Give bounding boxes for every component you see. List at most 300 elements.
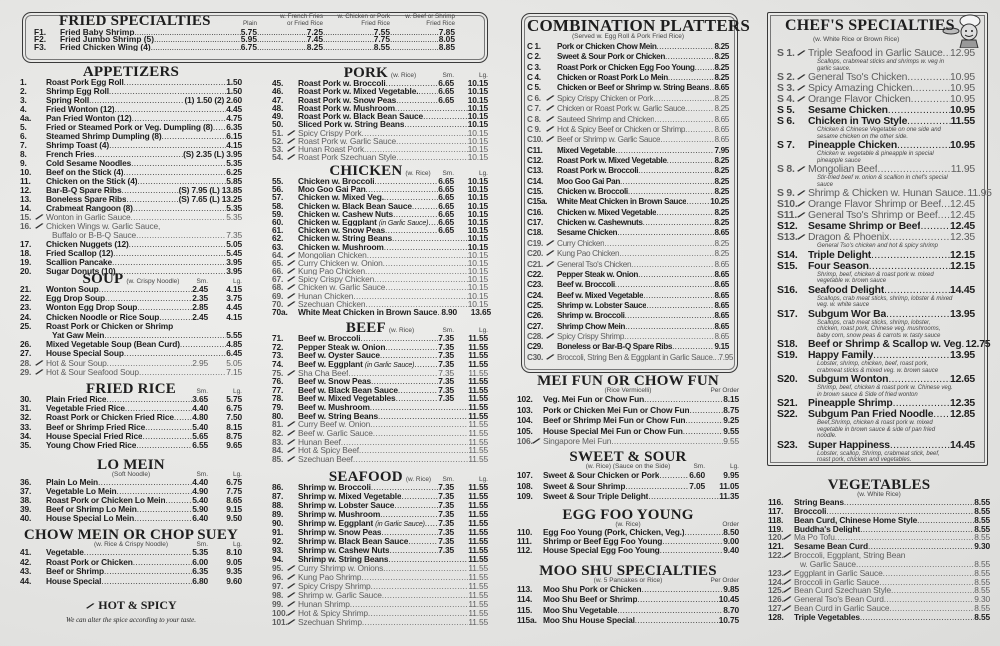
item-price: 11.55	[468, 554, 488, 564]
item-number: S10.	[777, 199, 798, 210]
item-number: 70a.	[272, 307, 288, 317]
section-title: SEAFOOD	[328, 469, 403, 485]
item-price: 11.95	[967, 188, 992, 199]
item-name: Shrimp w. Mushroom	[298, 510, 381, 519]
item-price: 11.55	[468, 384, 488, 395]
section-header	[20, 383, 242, 395]
dot-leader	[884, 285, 950, 296]
hot-pepper-icon	[286, 153, 296, 160]
menu-item	[777, 374, 975, 385]
dot-leader	[359, 446, 468, 455]
item-price: 5.45	[226, 248, 242, 258]
item-name: Moo Shu House Special	[543, 614, 635, 625]
item-name: Spicy Crispy Chicken or Pork	[557, 93, 654, 103]
item-name: Fried Wonton (12)	[46, 105, 115, 114]
item-price: 7.55	[373, 29, 390, 37]
column-small-label: Sm.	[196, 388, 208, 395]
item-number: C26.	[527, 311, 543, 321]
item-name: Shrimp w. Lobster Sauce	[298, 501, 395, 510]
dot-leader	[889, 232, 950, 243]
item-number: 38.	[20, 495, 32, 506]
item-number: 88.	[272, 500, 284, 510]
dot-leader	[631, 260, 714, 270]
hot-pepper-icon	[286, 369, 296, 376]
menu-item	[777, 350, 975, 361]
item-price: 9.30	[974, 541, 990, 552]
item-price: 7.75	[373, 36, 390, 44]
item-name: Roast Pork w. Broccoli	[557, 166, 639, 176]
item-name: Beef w. Mixed Vegetable	[557, 290, 644, 300]
item-number: 58.	[272, 200, 284, 211]
item-name: Wonton in Garlic Sauce	[46, 213, 131, 222]
item-name: Beef or Shrimp Mei Fun or Chow Fun	[543, 415, 686, 425]
vegetables-section	[768, 479, 990, 622]
item-number: 70.	[272, 298, 284, 309]
item-price: 8.25	[714, 187, 729, 197]
item-number: 20.	[20, 266, 32, 276]
menu-item	[20, 505, 242, 514]
item-number: 41.	[20, 547, 32, 557]
menu-item	[20, 359, 242, 368]
item-name: Seafood Delight	[808, 284, 885, 296]
hot-pepper-icon	[34, 222, 44, 229]
hot-pepper-icon	[286, 564, 296, 571]
menu-item	[777, 221, 975, 232]
item-price: 9.60	[226, 575, 242, 586]
item-price-small: 4.80	[192, 412, 208, 423]
menu-item	[272, 112, 488, 120]
item-number: 69.	[272, 290, 284, 301]
menu-item	[527, 73, 729, 83]
item-number: 26.	[20, 339, 32, 350]
item-name: Chicken w. Mixed Vegetable	[557, 207, 657, 217]
item-name: Roast Pork or Chicken Fried Rice	[46, 413, 174, 423]
item-price: 8.05	[438, 36, 455, 44]
item-name: Sweet & Sour Triple Delight	[543, 491, 649, 501]
hot-pepper-icon	[545, 125, 555, 132]
item-price: 13.65	[470, 307, 492, 317]
item-number: 5.	[20, 122, 27, 132]
item-number: 64.	[272, 249, 284, 260]
dot-leader	[620, 177, 714, 187]
menu-item	[272, 369, 488, 378]
item-price: 8.65	[714, 311, 729, 321]
item-price: 11.55	[468, 563, 488, 573]
hot-pepper-icon	[286, 420, 296, 427]
item-number: 65.	[272, 257, 284, 268]
dot-leader	[162, 132, 227, 141]
dot-leader	[104, 331, 226, 340]
hot-pepper-icon	[782, 569, 792, 576]
menu-item	[34, 41, 458, 52]
item-name: Spicy Crispy Shrimp	[298, 582, 371, 591]
menu-item	[272, 438, 488, 447]
item-number: 42.	[20, 556, 32, 567]
dot-leader	[353, 292, 467, 300]
menu-item	[768, 525, 990, 534]
menu-item	[517, 491, 739, 502]
menu-item	[777, 250, 975, 261]
section-title: BEEF	[345, 320, 386, 336]
item-name: Chicken on the Stick (4)	[46, 177, 138, 186]
menu-item	[527, 239, 729, 249]
item-name: Sauteed Shrimp and Chicken	[557, 114, 655, 124]
item-price: 8.25	[714, 166, 729, 176]
dot-leader	[604, 239, 714, 249]
item-price: (S) 7.95 (L) 13.85	[178, 185, 242, 195]
hot-pepper-icon	[545, 249, 555, 256]
section-title: MOO SHU SPECIALTIES	[539, 563, 717, 579]
item-price: 10.15	[467, 241, 488, 252]
item-number: 15.	[20, 212, 32, 222]
dot-leader	[180, 340, 226, 349]
dot-leader	[425, 519, 439, 528]
dot-leader	[653, 94, 714, 104]
item-number: 84.	[272, 445, 284, 456]
menu-item	[527, 260, 729, 270]
menu-item	[527, 104, 729, 114]
hot-pepper-icon	[545, 135, 555, 142]
item-description: Shrimp, beef, chicken & roast pork w. Chinese veg. in brown sauce & Side of fried wonton	[817, 385, 953, 398]
menu-item	[20, 294, 242, 303]
item-number: 13.	[20, 194, 32, 204]
item-price-small: 6.65	[438, 86, 454, 97]
item-name: Broccoli, String Ben & Eggplant in Garlic Sauce.	[557, 352, 715, 362]
dot-leader	[364, 145, 468, 153]
section-header	[20, 66, 242, 78]
item-price: 8.85	[438, 43, 455, 52]
item-name: Chicken or Beef or Shrimp w. String Beans	[557, 83, 710, 93]
item-price: (S) 7.65 (L) 13.25	[178, 194, 242, 204]
item-name: Hot & Spicy Beef	[298, 446, 359, 455]
dot-leader	[404, 120, 467, 128]
item-name: Pork or Chicken Chow Mein	[557, 42, 657, 51]
item-price-small: 7.35	[438, 333, 454, 343]
dot-leader	[137, 303, 192, 312]
item-price: 7.85	[438, 29, 455, 37]
fried-specialties-title: FRIED SPECIALTIES	[59, 13, 211, 29]
item-number: S 6.	[777, 116, 795, 127]
item-name: Chicken w. Cashewnuts	[557, 218, 643, 228]
hot-pepper-icon	[782, 551, 792, 558]
section-title: MEI FUN OR CHOW FUN	[537, 373, 719, 389]
item-price: 11.55	[468, 436, 488, 447]
dot-leader	[145, 423, 192, 432]
dot-leader	[394, 501, 438, 510]
item-price: 5.35	[226, 158, 242, 168]
item-price: 8.55	[974, 532, 990, 543]
item-name: Bean Curd in Garlic Sauce	[794, 604, 890, 613]
item-price: 8.25	[714, 93, 729, 103]
hot-pepper-icon	[796, 49, 806, 56]
dot-leader	[390, 29, 439, 36]
item-price: 11.55	[950, 116, 975, 127]
item-price-small: 6.65	[438, 200, 454, 211]
item-name: Beef w. String Beans	[298, 411, 378, 421]
item-name: Triple Vegetables	[794, 612, 860, 622]
item-number: C 2.	[527, 52, 541, 62]
item-name: Pineapple Shrimp	[808, 398, 893, 409]
item-price-small: 7.35	[438, 393, 454, 404]
item-number: 57.	[272, 192, 284, 203]
hot-pepper-icon	[796, 73, 806, 80]
item-price: 8.65	[714, 114, 729, 124]
item-price: 10.15	[467, 274, 488, 285]
item-name: Hunan Chicken	[298, 291, 354, 300]
item-price: 4.75	[226, 113, 242, 123]
menu-item	[20, 132, 242, 141]
menu-item	[272, 573, 488, 582]
menu-item	[527, 218, 729, 228]
column-small-label: Sm.	[693, 463, 705, 470]
item-name: Beef w. Garlic Sauce	[298, 429, 373, 438]
item-name: Beef w. Mixed Vegetables	[298, 394, 396, 404]
dot-leader	[624, 332, 714, 342]
dot-leader	[129, 240, 227, 249]
dot-leader	[125, 404, 192, 413]
menu-item	[777, 72, 975, 83]
item-price-small: 6.60	[689, 470, 705, 480]
dot-leader	[396, 153, 468, 161]
item-name: Eggplant in Garlic Sauce	[794, 568, 883, 578]
dot-leader	[907, 116, 950, 127]
item-price: (1) 1.50 (2) 2.60	[184, 95, 242, 105]
item-name: Sweet & Sour Chicken or Pork	[543, 470, 660, 480]
item-price: 8.70	[723, 604, 739, 615]
item-price-small: 4.40	[192, 477, 208, 487]
item-number: 115.	[517, 604, 533, 615]
menu-item	[527, 311, 729, 321]
hot-spicy-tagline: We can alter the spice according to your taste.	[66, 616, 196, 624]
item-price: 8.25	[714, 155, 729, 165]
dot-leader	[374, 275, 468, 283]
item-price-small: 6.40	[192, 513, 208, 524]
item-number: 4a.	[20, 113, 32, 123]
dot-leader	[408, 537, 438, 546]
item-number: 12.	[20, 185, 32, 195]
section-subtitle: (w. Rice)	[388, 327, 415, 334]
item-name: Mongolian Beef	[808, 164, 878, 175]
item-price: 11.55	[468, 482, 488, 492]
item-name: Shrimp w. Broccoli	[557, 311, 625, 321]
menu-item	[20, 577, 242, 587]
dot-leader	[897, 140, 950, 151]
item-price: 7.95	[718, 352, 734, 362]
item-price: 10.15	[467, 119, 488, 130]
section-header	[777, 17, 975, 48]
item-name: Egg Drop Soup	[46, 294, 105, 304]
item-number: 22.	[20, 293, 32, 304]
item-number: 30.	[20, 394, 32, 404]
menu-item	[517, 426, 739, 437]
dot-leader	[656, 208, 714, 218]
section-subtitle: (w. White Rice)	[857, 491, 901, 498]
column-labels	[710, 577, 739, 584]
item-price: 11.55	[468, 428, 488, 439]
hot-pepper-icon	[286, 283, 296, 290]
item-price: 12.35	[949, 232, 975, 243]
item-price: 9.55	[723, 436, 739, 446]
dot-leader	[154, 36, 241, 43]
item-price: 4.15	[226, 140, 242, 150]
section-subtitle: (w. 5 Pancakes or Rice)	[593, 577, 663, 584]
item-name: Hot & Spicy Shrimp	[298, 609, 368, 618]
item-name: Chicken or Roast Pork Lo Mein	[557, 73, 668, 83]
dot-leader	[370, 403, 469, 412]
item-number: 37.	[20, 486, 32, 497]
item-number: 51.	[272, 127, 284, 138]
menu-item	[768, 595, 990, 604]
item-price: 10.15	[467, 184, 488, 195]
menu-item	[527, 228, 729, 238]
item-price: 10.15	[467, 144, 488, 154]
item-price: 7.50	[226, 412, 242, 423]
menu-item	[517, 605, 739, 615]
menu-item	[272, 292, 488, 300]
item-name: Bean Curd, Chinese Home Style	[794, 515, 918, 525]
menu-item	[20, 96, 242, 105]
item-name: Vegetable	[46, 548, 84, 557]
dot-leader	[657, 42, 715, 52]
menu-item	[517, 537, 739, 546]
hot-spicy-legend	[20, 598, 242, 624]
item-price: 14.45	[949, 284, 975, 296]
menu-item	[272, 129, 488, 137]
item-price: 12.15	[949, 260, 975, 272]
column-large-label: Per Order	[710, 387, 739, 394]
item-price: 10.15	[467, 290, 488, 301]
menu-item	[777, 48, 975, 59]
menu-item	[272, 218, 488, 226]
item-price-small: 7.35	[438, 545, 454, 555]
menu-item	[272, 185, 488, 193]
hot-pepper-icon	[34, 359, 44, 366]
column-labels	[178, 471, 242, 478]
menu-item	[272, 283, 488, 291]
dot-leader	[133, 558, 193, 568]
item-price: 8.65	[714, 280, 729, 290]
dot-leader	[886, 309, 950, 320]
section-title: APPETIZERS	[82, 64, 180, 80]
item-name: Mixed Vegetable Soup (Bean Curd)	[46, 340, 180, 350]
item-price-small: 6.65	[438, 192, 454, 203]
item-price: 8.10	[226, 547, 242, 557]
dot-leader	[835, 533, 975, 542]
item-name: Moo Goo Gai Pan	[557, 176, 620, 186]
item-price: 8.15	[226, 421, 242, 432]
item-number: 67.	[272, 274, 284, 285]
item-price: 4.85	[226, 339, 242, 350]
section-header	[272, 67, 488, 79]
section-title: SOUP	[82, 271, 124, 287]
menu-item	[777, 285, 975, 296]
price-cell	[323, 44, 390, 51]
item-name: Curry Beef w. Onion	[298, 420, 371, 430]
item-price: 9.15	[226, 504, 242, 515]
item-number: 97.	[272, 581, 284, 591]
dot-leader	[174, 413, 192, 422]
item-name: Roast Pork Szechuan Style	[298, 153, 397, 162]
menu-item	[527, 63, 729, 73]
item-number: C19.	[527, 238, 543, 248]
column-labels	[424, 327, 488, 334]
hot-pepper-icon	[286, 438, 296, 445]
item-number: 128.	[768, 611, 784, 622]
item-name-line2: Buffalo or B-B-Q Sauce	[52, 231, 137, 240]
section-header	[20, 529, 242, 548]
dot-leader	[396, 137, 468, 145]
dot-leader	[84, 548, 193, 558]
item-price: 10.15	[467, 298, 488, 309]
item-number: 23.	[20, 302, 32, 313]
menu-item	[20, 105, 242, 114]
item-name: Orange Flavor Chicken	[808, 94, 911, 105]
dot-leader	[113, 249, 226, 258]
item-name: Pepper Steak w. Onion	[557, 269, 639, 279]
dot-leader	[388, 555, 468, 564]
item-number: 77.	[272, 384, 284, 395]
item-price: 8.55	[974, 505, 990, 516]
section-title: CHICKEN	[329, 163, 403, 179]
dot-leader	[137, 505, 193, 514]
menu-item	[527, 156, 729, 166]
item-price: 10.15	[467, 282, 488, 293]
dot-leader	[257, 29, 307, 36]
item-number: 82.	[272, 428, 284, 439]
moo-shu-section	[517, 565, 739, 625]
item-price: 8.25	[714, 249, 729, 259]
item-price-small: 2.45	[192, 284, 208, 294]
item-number: C10.	[527, 135, 543, 145]
item-price: 10.15	[467, 192, 488, 203]
dot-leader	[638, 270, 714, 280]
item-name: Beef or Shrimp & Scallop w. Veg	[808, 339, 962, 350]
item-number: 25.	[20, 320, 32, 331]
sweet-sour-section	[517, 451, 739, 502]
item-price: 11.55	[468, 350, 488, 361]
item-price: 11.35	[719, 491, 739, 501]
dot-leader	[654, 115, 714, 125]
item-price-small: 7.35	[438, 500, 454, 510]
dot-leader	[617, 228, 714, 238]
seafood-section	[272, 471, 488, 627]
column-small-label: Sm.	[442, 476, 454, 483]
item-description: Scallops, crab meat sticks, shrimp, lobster, chicken, roast pork, Chinese veg. mushrooms, baby corn, snow peas & carrots w. tasty sauce	[817, 319, 941, 339]
dot-leader	[695, 63, 715, 73]
menu-item	[272, 510, 488, 519]
menu-item	[272, 137, 488, 145]
item-name: Roast Pork Egg Roll	[46, 78, 124, 87]
item-number: 2.	[20, 86, 27, 96]
menu-item	[777, 210, 975, 221]
mei-fun-section	[517, 375, 739, 447]
item-name: Boneless Spare Ribs	[46, 195, 127, 204]
item-price-small: 6.55	[192, 439, 208, 450]
dot-leader	[323, 29, 374, 36]
item-number: 93.	[272, 545, 284, 555]
dot-leader	[889, 604, 974, 613]
menu-item	[527, 83, 729, 93]
price-cell	[257, 44, 323, 51]
item-price: 5.75	[226, 394, 242, 404]
dot-leader	[891, 586, 974, 595]
hot-pepper-icon	[782, 595, 792, 602]
item-name: Hunan Shrimp	[298, 600, 350, 609]
item-name: Spicy Crispy Shrimp	[557, 332, 625, 342]
item-name: House Special Egg Foo Young	[543, 546, 660, 555]
item-number: 8.	[20, 149, 27, 159]
item-name: Buddha's Delight	[794, 524, 861, 534]
